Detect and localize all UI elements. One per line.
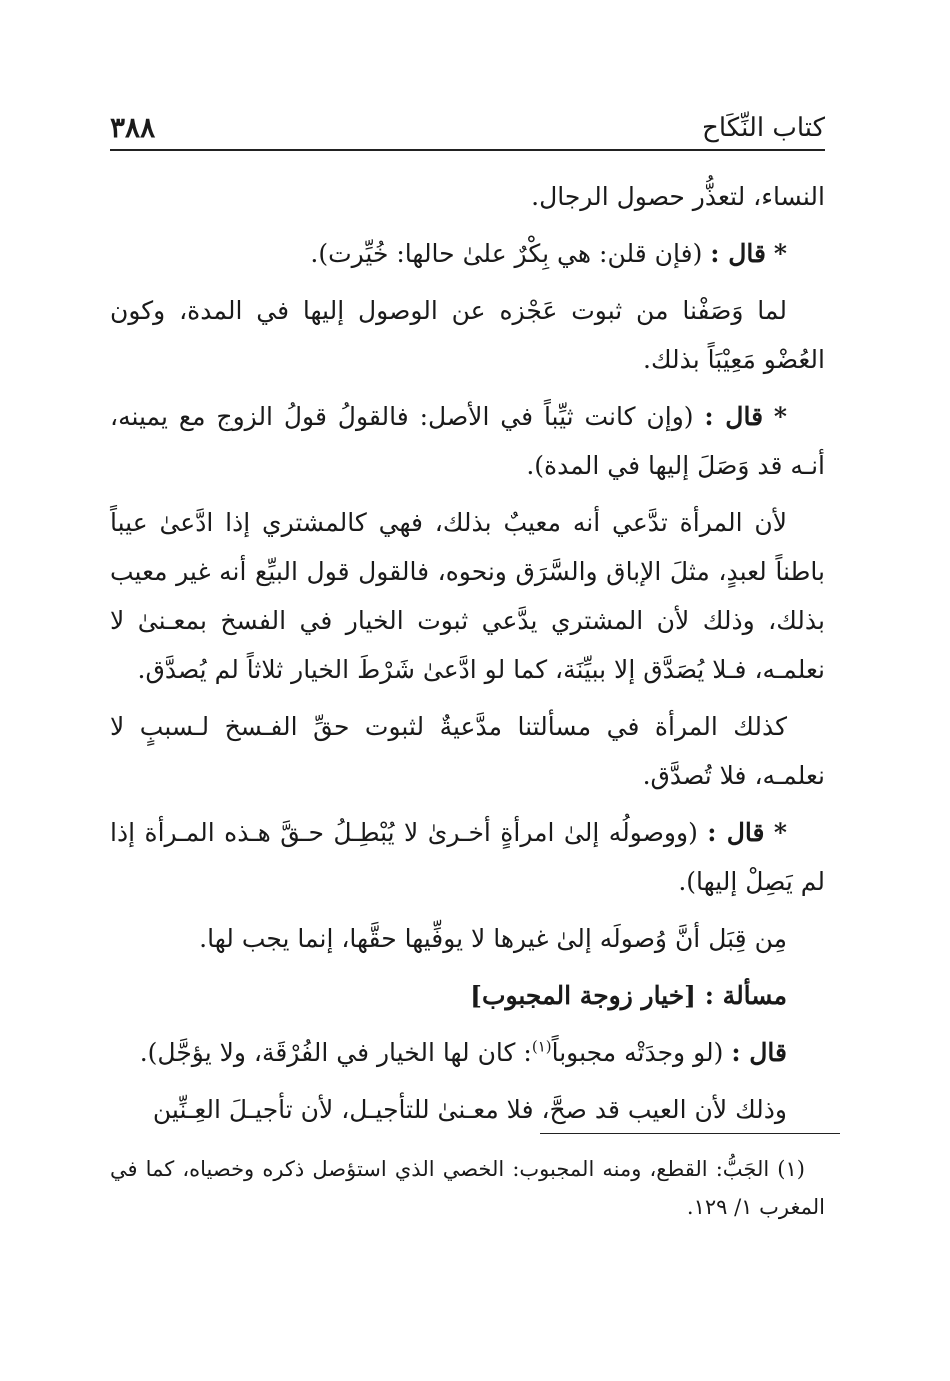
page-header <box>110 110 825 146</box>
paragraph <box>110 498 825 694</box>
paragraph-text: (ووصولُه إلىٰ امرأةٍ أخـرىٰ لا يُبْطِـلُ حـقَّ هـذه المـرأة إذا لم يَصِلْ إليها). <box>110 818 825 896</box>
paragraph-text: (لو وجدَتْه مجبوباً <box>551 1038 724 1067</box>
paragraph <box>110 286 825 384</box>
header-rule <box>110 149 825 151</box>
paragraph <box>110 914 825 963</box>
page-number: ٣٨٨ <box>110 111 156 144</box>
book-title: كتاب النِّكَاح <box>702 113 825 143</box>
paragraph-text: كذلك المرأة في مسألتنا مدَّعيةٌ لثبوت حقِّ الفـسخ لـسببٍ لا نعلمـه، فلا تُصدَّق. <box>110 712 825 790</box>
paragraph-text: النساء، لتعذُّر حصول الرجال. <box>531 182 825 211</box>
qal-paragraph <box>110 392 825 490</box>
qal-paragraph <box>110 808 825 906</box>
paragraph-text: : كان لها الخيار في الفُرْقَة، ولا يؤجَّل). <box>139 1038 532 1067</box>
star-marker: * <box>773 818 787 847</box>
paragraph-text: مِن قِبَل أنَّ وُصولَه إلىٰ غيرها لا يوفِّيها حقَّها، إنما يجب لها. <box>199 924 787 953</box>
heading-title: [خيار زوجة المجبوب] <box>470 981 697 1010</box>
star-marker: * <box>773 402 787 431</box>
qal-label: قال : <box>710 239 766 268</box>
heading-label: مسألة : <box>704 981 787 1010</box>
main-text <box>110 172 825 1142</box>
paragraph <box>110 172 825 221</box>
paragraph-text: (وإن كانت ثيِّباً في الأصل: فالقولُ قولُ الزوج مع يمينه، أنـه قد وَصَلَ إليها في المدة). <box>110 402 825 480</box>
qal-label: قال : <box>731 1038 787 1067</box>
paragraph <box>110 1085 825 1134</box>
paragraph-text: وذلك لأن العيب قد صحَّ، فلا معـنىٰ للتأجيـل، لأن تأجيـلَ العِـنِّين <box>152 1095 787 1124</box>
footnote-rule <box>540 1133 840 1134</box>
qal-label: قال : <box>704 402 764 431</box>
footnote: (١) الجَبُّ: القطع، ومنه المجبوب: الخصي الذي استؤصل ذكره وخصياه، كما في المغرب ١/ ١٢٩. <box>110 1157 825 1219</box>
paragraph <box>110 702 825 800</box>
footnote-reference[interactable]: (١) <box>531 1037 552 1056</box>
star-marker: * <box>773 239 787 268</box>
qal-paragraph <box>110 229 825 278</box>
paragraph-text: لما وَصَفْنا من ثبوت عَجْزه عن الوصول إليها في المدة، وكون العُضْو مَعِيْبَاً بذلك. <box>110 296 825 374</box>
paragraph-text: (فإن قلن: هي بِكْرٌ علىٰ حالها: خُيِّرت). <box>310 239 703 268</box>
qal-label: قال : <box>707 818 765 847</box>
section-heading <box>110 971 825 1020</box>
qal-paragraph <box>110 1028 825 1077</box>
paragraph-text: لأن المرأة تدَّعي أنه معيبٌ بذلك، فهي كالمشتري إذا ادَّعىٰ عيباً باطناً لعبدٍ، مثلَ الإباق والسَّرَق ونحوه، فالقول قول البيِّع أنه غير معيب بذلك، وذلك لأن المشتري يدَّعي ثبوت الخيار في الفسخ بمعـنىٰ لا نعلمـه، فـلا يُصَدَّق إلا ببيِّنَة، كما لو ادَّعىٰ شَرْطَ الخيار ثلاثاً لم يُصدَّق. <box>110 508 825 684</box>
